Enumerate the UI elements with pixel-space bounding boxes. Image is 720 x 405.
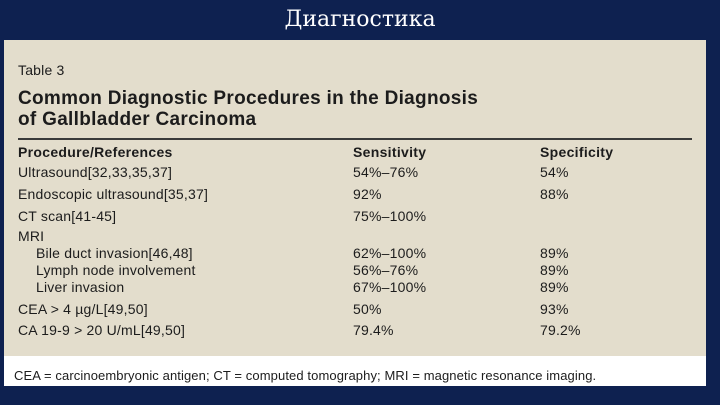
- cell-sensitivity: 56%–76%: [353, 262, 419, 278]
- cell-specificity: 89%: [540, 262, 569, 278]
- table-row: [4, 279, 706, 296]
- table-row: [4, 322, 706, 339]
- cell-procedure: MRI: [18, 228, 45, 244]
- cell-sensitivity: 79.4%: [353, 322, 394, 338]
- cell-sensitivity: 75%–100%: [353, 208, 427, 224]
- table-footnote: CEA = carcinoembryonic antigen; CT = computed tomography; MRI = magnetic resonance imaging.: [14, 368, 597, 383]
- cell-procedure: CA 19-9 > 20 U/mL[49,50]: [18, 322, 186, 338]
- cell-procedure: Bile duct invasion[46,48]: [36, 245, 193, 261]
- table-row: [4, 208, 706, 225]
- header-top-rule: [18, 138, 692, 140]
- table-label: Table 3: [18, 62, 65, 78]
- cell-specificity: 88%: [540, 186, 569, 202]
- cell-specificity: 89%: [540, 245, 569, 261]
- cell-procedure: Lymph node involvement: [36, 262, 196, 278]
- cell-sensitivity: 67%–100%: [353, 279, 427, 295]
- cell-specificity: 79.2%: [540, 322, 581, 338]
- table-heading: [18, 88, 478, 130]
- cell-specificity: 93%: [540, 301, 569, 317]
- panel-strip: [4, 358, 706, 367]
- column-header-specificity: Specificity: [540, 144, 614, 160]
- cell-sensitivity: 92%: [353, 186, 382, 202]
- table-card: [4, 40, 706, 356]
- cell-sensitivity: 62%–100%: [353, 245, 427, 261]
- cell-specificity: 54%: [540, 164, 569, 180]
- table-row: [4, 228, 706, 245]
- table-row: [4, 301, 706, 318]
- table-row: [4, 164, 706, 181]
- cell-procedure: CEA > 4 µg/L[49,50]: [18, 301, 148, 317]
- slide-title: Диагностика: [284, 7, 436, 32]
- column-header-procedure: Procedure/References: [18, 144, 173, 160]
- cell-sensitivity: 54%–76%: [353, 164, 419, 180]
- cell-specificity: 89%: [540, 279, 569, 295]
- table-row: [4, 245, 706, 262]
- cell-procedure: CT scan[41-45]: [18, 208, 117, 224]
- table-heading-line1: Common Diagnostic Procedures in the Diagnosis: [18, 88, 479, 109]
- cell-procedure: Endoscopic ultrasound[35,37]: [18, 186, 209, 202]
- column-header-sensitivity: Sensitivity: [353, 144, 427, 160]
- cell-procedure: Liver invasion: [36, 279, 125, 295]
- table-heading-line2: of Gallbladder Carcinoma: [18, 109, 257, 130]
- cell-procedure: Ultrasound[32,33,35,37]: [18, 164, 173, 180]
- cell-sensitivity: 50%: [353, 301, 382, 317]
- table-row: [4, 262, 706, 279]
- table-row: [4, 186, 706, 203]
